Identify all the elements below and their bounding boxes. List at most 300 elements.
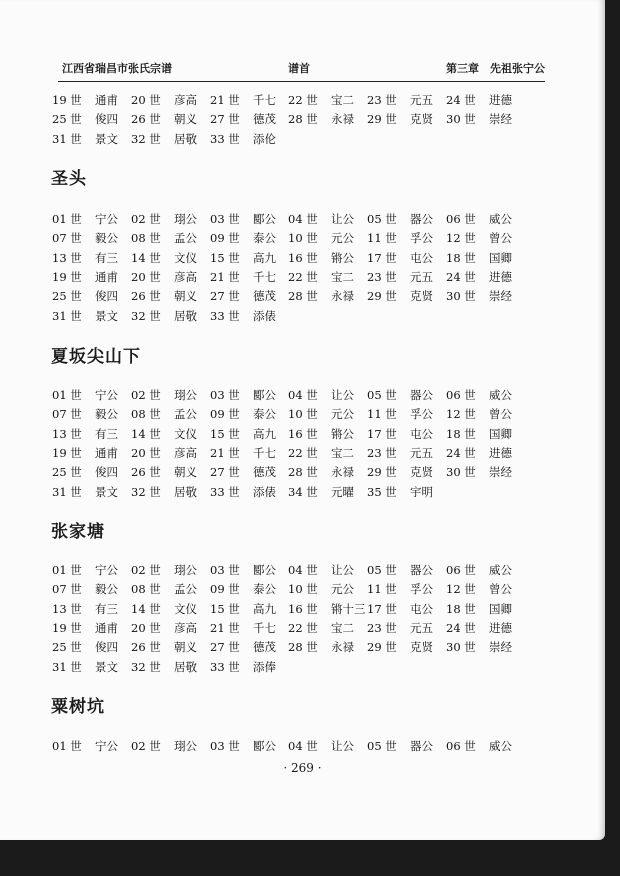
ancestor-name: 克贤 xyxy=(410,112,433,127)
ancestor-name: 通甫 xyxy=(95,93,118,107)
ancestor-name: 文仪 xyxy=(174,426,197,441)
generation-entry xyxy=(446,406,512,422)
generation-number: 20 世 xyxy=(131,445,161,460)
generation-entry xyxy=(131,445,197,461)
header-rule xyxy=(58,81,545,82)
ancestor-name: 曾公 xyxy=(489,582,512,597)
generation-entry xyxy=(288,230,354,246)
ancestor-name: 居敬 xyxy=(174,131,197,146)
generation-entry xyxy=(210,111,276,127)
generation-number: 27 世 xyxy=(210,465,240,480)
generation-entry xyxy=(210,288,276,304)
ancestor-name: 宁公 xyxy=(95,563,118,577)
generation-number: 22 世 xyxy=(288,93,318,107)
ancestor-name: 让公 xyxy=(331,563,354,577)
generation-entry xyxy=(288,288,354,304)
generation-entry xyxy=(367,581,433,597)
generation-entry xyxy=(288,738,354,754)
section-title: 粟树坑 xyxy=(51,697,105,717)
generation-entry xyxy=(131,211,197,227)
generation-entry xyxy=(367,464,433,480)
generation-entry xyxy=(52,562,118,578)
generation-number: 32 世 xyxy=(131,131,161,146)
generation-number: 12 世 xyxy=(446,582,476,597)
generation-entry xyxy=(131,738,197,754)
ancestor-name: 器公 xyxy=(410,212,433,226)
ancestor-name: 景文 xyxy=(95,484,118,499)
generation-entry xyxy=(288,387,354,403)
generation-number: 13 世 xyxy=(52,601,82,616)
generation-number: 17 世 xyxy=(367,426,397,441)
generation-entry xyxy=(52,111,118,127)
generation-entry xyxy=(131,387,197,403)
generation-number: 12 世 xyxy=(446,231,476,246)
ancestor-name: 进德 xyxy=(489,445,512,460)
generation-number: 17 世 xyxy=(367,250,397,265)
generation-entry xyxy=(288,639,354,655)
generation-number: 05 世 xyxy=(367,388,397,402)
generation-number: 33 世 xyxy=(210,308,240,323)
generation-number: 28 世 xyxy=(288,289,318,304)
generation-number: 26 世 xyxy=(131,289,161,304)
generation-number: 19 世 xyxy=(52,620,82,635)
generation-number: 24 世 xyxy=(446,445,476,460)
generation-entry xyxy=(446,562,512,578)
generation-entry xyxy=(367,639,433,655)
page-number: · 269 · xyxy=(283,761,322,775)
ancestor-name: 屯公 xyxy=(410,250,433,265)
generation-entry xyxy=(288,620,354,636)
generation-entry xyxy=(446,111,512,127)
generation-number: 17 世 xyxy=(367,601,397,616)
generation-number: 04 世 xyxy=(288,739,318,753)
generation-number: 16 世 xyxy=(288,250,318,265)
ancestor-name: 孟公 xyxy=(174,407,197,422)
ancestor-name: 泰公 xyxy=(253,582,276,597)
generation-entry xyxy=(131,562,197,578)
generation-entry xyxy=(52,426,118,442)
generation-entry xyxy=(210,738,276,754)
generation-number: 31 世 xyxy=(52,131,82,146)
generation-entry xyxy=(367,92,433,108)
ancestor-name: 毅公 xyxy=(95,582,118,597)
generation-entry xyxy=(446,620,512,636)
ancestor-name: 元公 xyxy=(331,231,354,246)
ancestor-name: 孚公 xyxy=(410,582,433,597)
generation-number: 29 世 xyxy=(367,640,397,655)
generation-number: 11 世 xyxy=(367,582,397,597)
generation-number: 03 世 xyxy=(210,388,240,402)
generation-entry xyxy=(52,92,118,108)
ancestor-name: 珝公 xyxy=(174,563,197,577)
generation-number: 07 世 xyxy=(52,582,82,597)
ancestor-name: 国卿 xyxy=(489,426,512,441)
generation-number: 28 世 xyxy=(288,112,318,127)
generation-number: 25 世 xyxy=(52,465,82,480)
generation-number: 07 世 xyxy=(52,231,82,246)
generation-number: 14 世 xyxy=(131,601,161,616)
ancestor-name: 朝义 xyxy=(174,289,197,304)
generation-entry xyxy=(210,659,276,675)
generation-number: 27 世 xyxy=(210,640,240,655)
generation-entry xyxy=(446,387,512,403)
generation-number: 14 世 xyxy=(131,250,161,265)
generation-entry xyxy=(288,111,354,127)
ancestor-name: 曾公 xyxy=(489,231,512,246)
generation-number: 19 世 xyxy=(52,269,82,284)
generation-number: 13 世 xyxy=(52,426,82,441)
ancestor-name: 通甫 xyxy=(95,269,118,284)
ancestor-name: 永禄 xyxy=(331,640,354,655)
generation-number: 16 世 xyxy=(288,426,318,441)
generation-number: 06 世 xyxy=(446,563,476,577)
generation-entry xyxy=(131,131,197,147)
ancestor-name: 宁公 xyxy=(95,212,118,226)
ancestor-name: 宝二 xyxy=(331,445,354,460)
ancestor-name: 元公 xyxy=(331,582,354,597)
ancestor-name: 进德 xyxy=(489,269,512,284)
generation-number: 32 世 xyxy=(131,484,161,499)
generation-number: 21 世 xyxy=(210,269,240,284)
ancestor-name: 居敬 xyxy=(174,308,197,323)
ancestor-name: 德茂 xyxy=(253,112,276,127)
generation-entry xyxy=(210,269,276,285)
generation-entry xyxy=(52,250,118,266)
ancestor-name: 威公 xyxy=(489,212,512,226)
generation-entry xyxy=(52,738,118,754)
ancestor-name: 彦高 xyxy=(174,269,197,284)
generation-entry xyxy=(446,738,512,754)
generation-entry xyxy=(52,387,118,403)
generation-number: 18 世 xyxy=(446,426,476,441)
generation-entry xyxy=(288,426,354,442)
generation-entry xyxy=(52,659,118,675)
ancestor-name: 锵公 xyxy=(331,250,354,265)
generation-number: 27 世 xyxy=(210,289,240,304)
ancestor-name: 进德 xyxy=(489,620,512,635)
generation-entry xyxy=(210,131,276,147)
ancestor-name: 千七 xyxy=(253,93,276,107)
generation-number: 09 世 xyxy=(210,231,240,246)
generation-number: 04 世 xyxy=(288,388,318,402)
header-book-title: 江西省瑞昌市张氏宗谱 xyxy=(62,62,172,75)
ancestor-name: 俊四 xyxy=(95,289,118,304)
generation-entry xyxy=(446,581,512,597)
generation-number: 26 世 xyxy=(131,112,161,127)
generation-entry xyxy=(131,269,197,285)
generation-number: 20 世 xyxy=(131,269,161,284)
generation-entry xyxy=(210,601,276,617)
generation-entry xyxy=(210,230,276,246)
ancestor-name: 国卿 xyxy=(489,250,512,265)
ancestor-name: 彦高 xyxy=(174,620,197,635)
ancestor-name: 器公 xyxy=(410,739,433,753)
generation-number: 31 世 xyxy=(52,308,82,323)
generation-number: 06 世 xyxy=(446,388,476,402)
ancestor-name: 景文 xyxy=(95,131,118,146)
section-title: 夏坂尖山下 xyxy=(51,347,141,367)
generation-number: 25 世 xyxy=(52,112,82,127)
generation-number: 01 世 xyxy=(52,739,82,753)
ancestor-name: 器公 xyxy=(410,388,433,402)
generation-entry xyxy=(210,250,276,266)
generation-entry xyxy=(52,269,118,285)
generation-number: 15 世 xyxy=(210,426,240,441)
generation-number: 08 世 xyxy=(131,407,161,422)
generation-number: 02 世 xyxy=(131,212,161,226)
generation-entry xyxy=(367,484,433,500)
ancestor-name: 崇经 xyxy=(489,465,512,480)
generation-entry xyxy=(446,445,512,461)
ancestor-name: 添俵 xyxy=(253,484,276,499)
ancestor-name: 有三 xyxy=(95,250,118,265)
generation-number: 22 世 xyxy=(288,620,318,635)
ancestor-name: 宝二 xyxy=(331,93,354,107)
ancestor-name: 元五 xyxy=(410,445,433,460)
generation-number: 01 世 xyxy=(52,388,82,402)
generation-entry xyxy=(52,620,118,636)
generation-number: 10 世 xyxy=(288,407,318,422)
ancestor-name: 崇经 xyxy=(489,640,512,655)
generation-number: 02 世 xyxy=(131,563,161,577)
generation-entry xyxy=(131,426,197,442)
ancestor-name: 威公 xyxy=(489,563,512,577)
generation-entry xyxy=(131,581,197,597)
generation-number: 18 世 xyxy=(446,601,476,616)
ancestor-name: 永禄 xyxy=(331,289,354,304)
ancestor-name: 孟公 xyxy=(174,582,197,597)
generation-entry xyxy=(210,464,276,480)
generation-number: 03 世 xyxy=(210,563,240,577)
ancestor-name: 泰公 xyxy=(253,231,276,246)
generation-number: 01 世 xyxy=(52,563,82,577)
generation-entry xyxy=(52,601,118,617)
generation-number: 21 世 xyxy=(210,620,240,635)
ancestor-name: 珝公 xyxy=(174,212,197,226)
generation-entry xyxy=(367,445,433,461)
ancestor-name: 添伦 xyxy=(253,131,276,146)
generation-number: 33 世 xyxy=(210,659,240,674)
generation-number: 25 世 xyxy=(52,289,82,304)
generation-number: 23 世 xyxy=(367,93,397,107)
generation-entry xyxy=(446,211,512,227)
generation-number: 30 世 xyxy=(446,289,476,304)
generation-number: 22 世 xyxy=(288,445,318,460)
generation-entry xyxy=(367,211,433,227)
ancestor-name: 元五 xyxy=(410,269,433,284)
generation-entry xyxy=(131,464,197,480)
ancestor-name: 崇经 xyxy=(489,289,512,304)
generation-number: 16 世 xyxy=(288,601,318,616)
generation-entry xyxy=(131,406,197,422)
generation-entry xyxy=(52,639,118,655)
header-section: 谱首 xyxy=(288,62,310,75)
ancestor-name: 宁公 xyxy=(95,739,118,753)
generation-entry xyxy=(52,464,118,480)
generation-number: 15 世 xyxy=(210,250,240,265)
generation-number: 29 世 xyxy=(367,289,397,304)
generation-entry xyxy=(210,211,276,227)
generation-number: 14 世 xyxy=(131,426,161,441)
generation-entry xyxy=(210,387,276,403)
generation-entry xyxy=(288,269,354,285)
ancestor-name: 德茂 xyxy=(253,640,276,655)
generation-entry xyxy=(367,288,433,304)
ancestor-name: 郾公 xyxy=(253,563,276,577)
ancestor-name: 宝二 xyxy=(331,620,354,635)
generation-number: 27 世 xyxy=(210,112,240,127)
generation-number: 10 世 xyxy=(288,582,318,597)
generation-entry xyxy=(367,406,433,422)
ancestor-name: 崇经 xyxy=(489,112,512,127)
generation-entry xyxy=(288,250,354,266)
ancestor-name: 屯公 xyxy=(410,601,433,616)
ancestor-name: 威公 xyxy=(489,388,512,402)
generation-entry xyxy=(288,406,354,422)
ancestor-name: 彦高 xyxy=(174,93,197,107)
generation-number: 09 世 xyxy=(210,407,240,422)
generation-entry xyxy=(131,250,197,266)
ancestor-name: 高九 xyxy=(253,250,276,265)
ancestor-name: 千七 xyxy=(253,269,276,284)
generation-entry xyxy=(367,601,433,617)
generation-number: 08 世 xyxy=(131,231,161,246)
generation-entry xyxy=(210,620,276,636)
ancestor-name: 德茂 xyxy=(253,289,276,304)
ancestor-name: 宝二 xyxy=(331,269,354,284)
generation-entry xyxy=(131,659,197,675)
generation-number: 31 世 xyxy=(52,484,82,499)
generation-number: 03 世 xyxy=(210,212,240,226)
generation-number: 15 世 xyxy=(210,601,240,616)
ancestor-name: 宁公 xyxy=(95,388,118,402)
generation-entry xyxy=(446,269,512,285)
ancestor-name: 珝公 xyxy=(174,739,197,753)
ancestor-name: 郾公 xyxy=(253,212,276,226)
ancestor-name: 克贤 xyxy=(410,640,433,655)
header-chapter: 第三章 先祖张宁公 xyxy=(446,62,545,75)
generation-number: 12 世 xyxy=(446,407,476,422)
ancestor-name: 俊四 xyxy=(95,465,118,480)
generation-entry xyxy=(367,269,433,285)
generation-entry xyxy=(210,484,276,500)
generation-number: 29 世 xyxy=(367,465,397,480)
generation-entry xyxy=(446,601,512,617)
ancestor-name: 居敬 xyxy=(174,659,197,674)
generation-entry xyxy=(367,111,433,127)
generation-number: 26 世 xyxy=(131,640,161,655)
generation-entry xyxy=(367,620,433,636)
generation-number: 23 世 xyxy=(367,445,397,460)
ancestor-name: 让公 xyxy=(331,388,354,402)
ancestor-name: 文仪 xyxy=(174,250,197,265)
generation-entry xyxy=(210,308,276,324)
generation-number: 33 世 xyxy=(210,131,240,146)
ancestor-name: 孚公 xyxy=(410,407,433,422)
generation-number: 06 世 xyxy=(446,739,476,753)
generation-entry xyxy=(52,230,118,246)
generation-entry xyxy=(52,484,118,500)
ancestor-name: 通甫 xyxy=(95,445,118,460)
generation-number: 20 世 xyxy=(131,620,161,635)
generation-number: 32 世 xyxy=(131,308,161,323)
generation-entry xyxy=(210,92,276,108)
generation-number: 23 世 xyxy=(367,269,397,284)
section-title: 圣头 xyxy=(51,169,87,189)
ancestor-name: 添俵 xyxy=(253,308,276,323)
generation-entry xyxy=(52,308,118,324)
generation-entry xyxy=(52,581,118,597)
ancestor-name: 进德 xyxy=(489,93,512,107)
ancestor-name: 彦高 xyxy=(174,445,197,460)
generation-entry xyxy=(131,288,197,304)
generation-entry xyxy=(131,484,197,500)
generation-number: 08 世 xyxy=(131,582,161,597)
running-header xyxy=(58,60,545,82)
ancestor-name: 元五 xyxy=(410,620,433,635)
ancestor-name: 屯公 xyxy=(410,426,433,441)
generation-entry xyxy=(446,92,512,108)
generation-number: 30 世 xyxy=(446,640,476,655)
ancestor-name: 珝公 xyxy=(174,388,197,402)
generation-number: 02 世 xyxy=(131,388,161,402)
ancestor-name: 国卿 xyxy=(489,601,512,616)
ancestor-name: 毅公 xyxy=(95,407,118,422)
generation-number: 18 世 xyxy=(446,250,476,265)
generation-entry xyxy=(288,562,354,578)
generation-entry xyxy=(52,406,118,422)
generation-number: 05 世 xyxy=(367,739,397,753)
ancestor-name: 景文 xyxy=(95,659,118,674)
generation-entry xyxy=(288,92,354,108)
generation-entry xyxy=(288,464,354,480)
generation-number: 31 世 xyxy=(52,659,82,674)
generation-number: 30 世 xyxy=(446,112,476,127)
ancestor-name: 永禄 xyxy=(331,465,354,480)
ancestor-name: 郾公 xyxy=(253,388,276,402)
generation-entry xyxy=(446,230,512,246)
generation-entry xyxy=(288,211,354,227)
generation-entry xyxy=(367,387,433,403)
ancestor-name: 元五 xyxy=(410,93,433,107)
ancestor-name: 朝义 xyxy=(174,640,197,655)
generation-entry xyxy=(131,601,197,617)
generation-entry xyxy=(52,288,118,304)
generation-number: 28 世 xyxy=(288,640,318,655)
generation-number: 20 世 xyxy=(131,93,161,107)
generation-number: 11 世 xyxy=(367,231,397,246)
generation-entry xyxy=(446,464,512,480)
ancestor-name: 威公 xyxy=(489,739,512,753)
generation-number: 26 世 xyxy=(131,465,161,480)
generation-number: 02 世 xyxy=(131,739,161,753)
generation-number: 34 世 xyxy=(288,484,318,499)
generation-number: 19 世 xyxy=(52,445,82,460)
ancestor-name: 景文 xyxy=(95,308,118,323)
ancestor-name: 朝义 xyxy=(174,465,197,480)
ancestor-name: 千七 xyxy=(253,620,276,635)
generation-entry xyxy=(131,639,197,655)
generation-number: 25 世 xyxy=(52,640,82,655)
ancestor-name: 有三 xyxy=(95,601,118,616)
generation-number: 35 世 xyxy=(367,484,397,499)
generation-number: 13 世 xyxy=(52,250,82,265)
generation-entry xyxy=(210,445,276,461)
generation-number: 30 世 xyxy=(446,465,476,480)
generation-entry xyxy=(131,111,197,127)
ancestor-name: 永禄 xyxy=(331,112,354,127)
ancestor-name: 高九 xyxy=(253,426,276,441)
